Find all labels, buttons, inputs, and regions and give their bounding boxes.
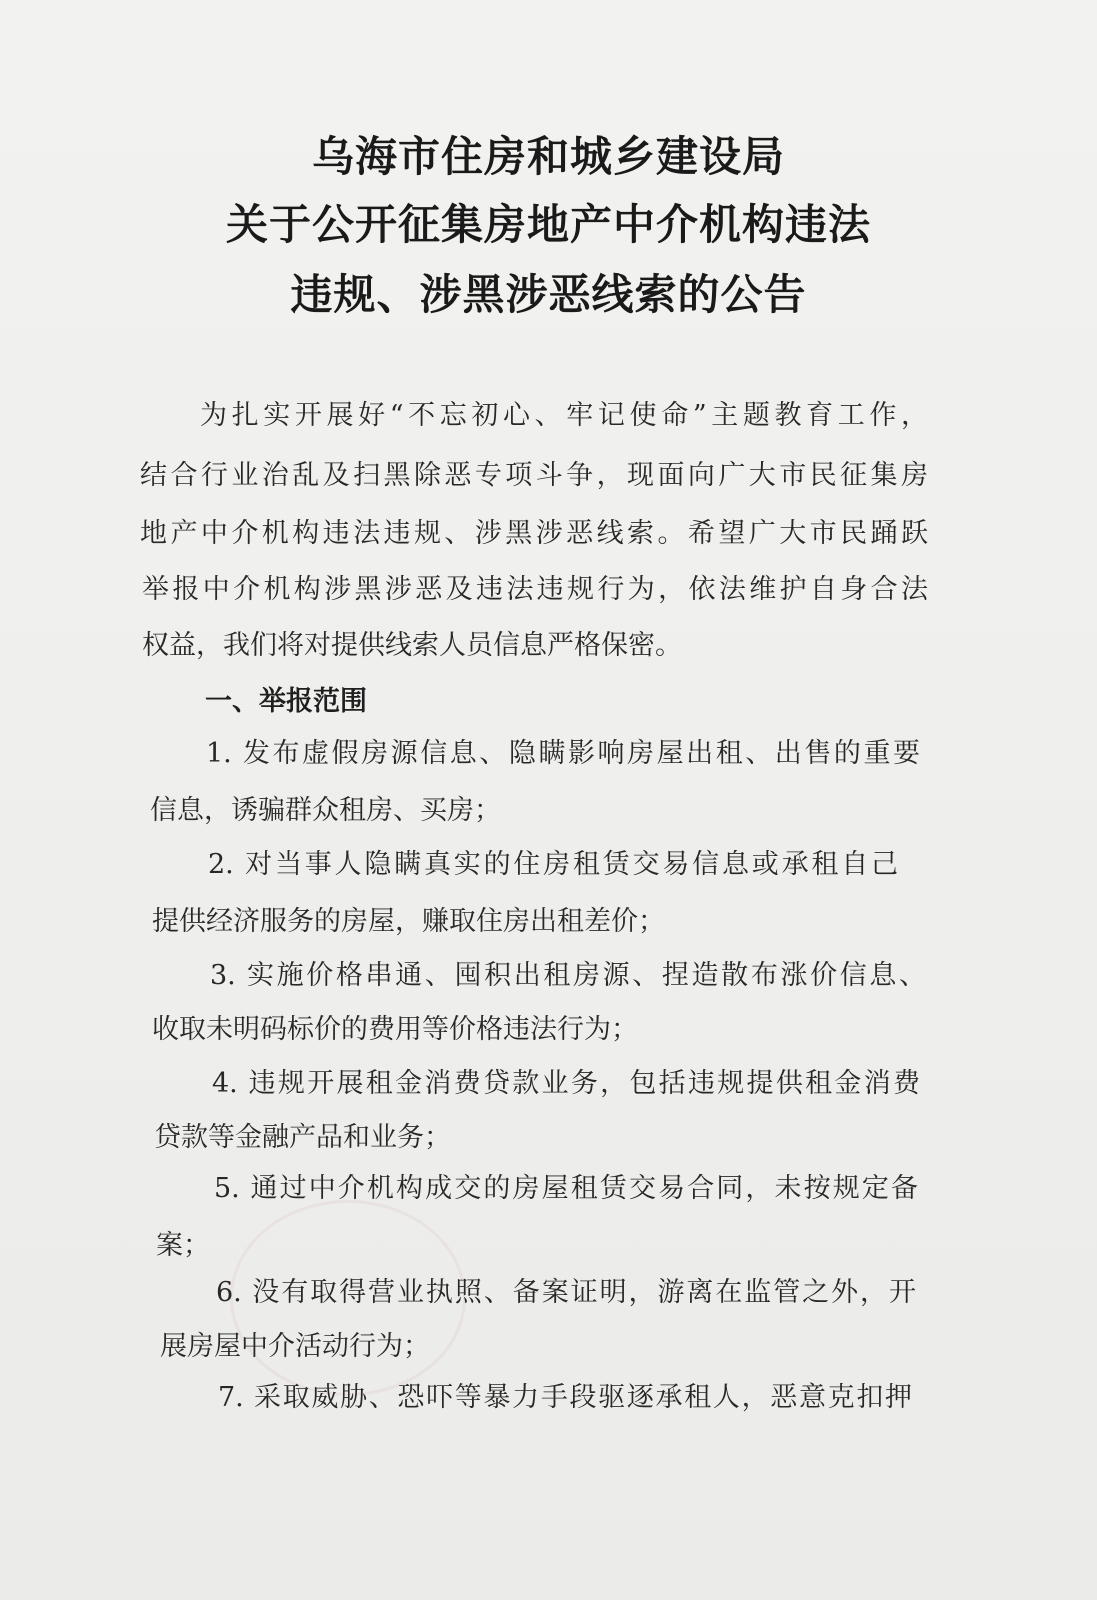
- title-line-1: 乌海市住房和城乡建设局: [311, 132, 785, 181]
- intro-line-1: 为扎实开展好“不忘初心、牢记使命”主题教育工作，: [200, 400, 928, 431]
- item-5-line-1: 5. 通过中介机构成交的房屋租赁交易合同，未按规定备: [214, 1173, 918, 1204]
- item-1-line-2: 信息，诱骗群众租房、买房；: [150, 795, 501, 826]
- item-1-line-1: 1. 发布虚假房源信息、隐瞒影响房屋出租、出售的重要: [206, 738, 920, 769]
- item-2-line-2: 提供经济服务的房屋，赚取住房出租差价；: [152, 906, 665, 937]
- intro-line-2: 结合行业治乱及扫黑除恶专项斗争，现面向广大市民征集房: [140, 460, 928, 491]
- intro-line-3: 地产中介机构违法违规、涉黑涉恶线索。希望广大市民踊跃: [140, 518, 928, 549]
- intro-line-4: 举报中介机构涉黑涉恶及违法违规行为，依法维护自身合法: [142, 574, 928, 605]
- section-heading: 一、举报范围: [205, 686, 367, 717]
- item-4-line-2: 贷款等金融产品和业务；: [154, 1122, 451, 1153]
- intro-line-5: 权益，我们将对提供线索人员信息严格保密。: [142, 630, 682, 661]
- item-3-line-1: 3. 实施价格串通、囤积出租房源、捏造散布涨价信息、: [210, 960, 926, 991]
- item-7-line-1: 7. 采取威胁、恐吓等暴力手段驱逐承租人，恶意克扣押: [218, 1382, 912, 1413]
- item-4-line-1: 4. 违规开展租金消费贷款业务，包括违规提供租金消费: [212, 1068, 920, 1099]
- item-6-line-2: 展房屋中介活动行为；: [160, 1331, 430, 1362]
- item-2-line-1: 2. 对当事人隐瞒真实的住房租赁交易信息或承租自己: [208, 849, 898, 880]
- item-6-line-1: 6. 没有取得营业执照、备案证明，游离在监管之外，开: [216, 1277, 916, 1308]
- item-5-line-2: 案；: [156, 1230, 210, 1261]
- title-line-3: 违规、涉黑涉恶线索的公告: [290, 270, 807, 319]
- title-line-2: 关于公开征集房地产中介机构违法: [225, 200, 871, 249]
- item-3-line-2: 收取未明码标价的费用等价格违法行为；: [152, 1014, 638, 1045]
